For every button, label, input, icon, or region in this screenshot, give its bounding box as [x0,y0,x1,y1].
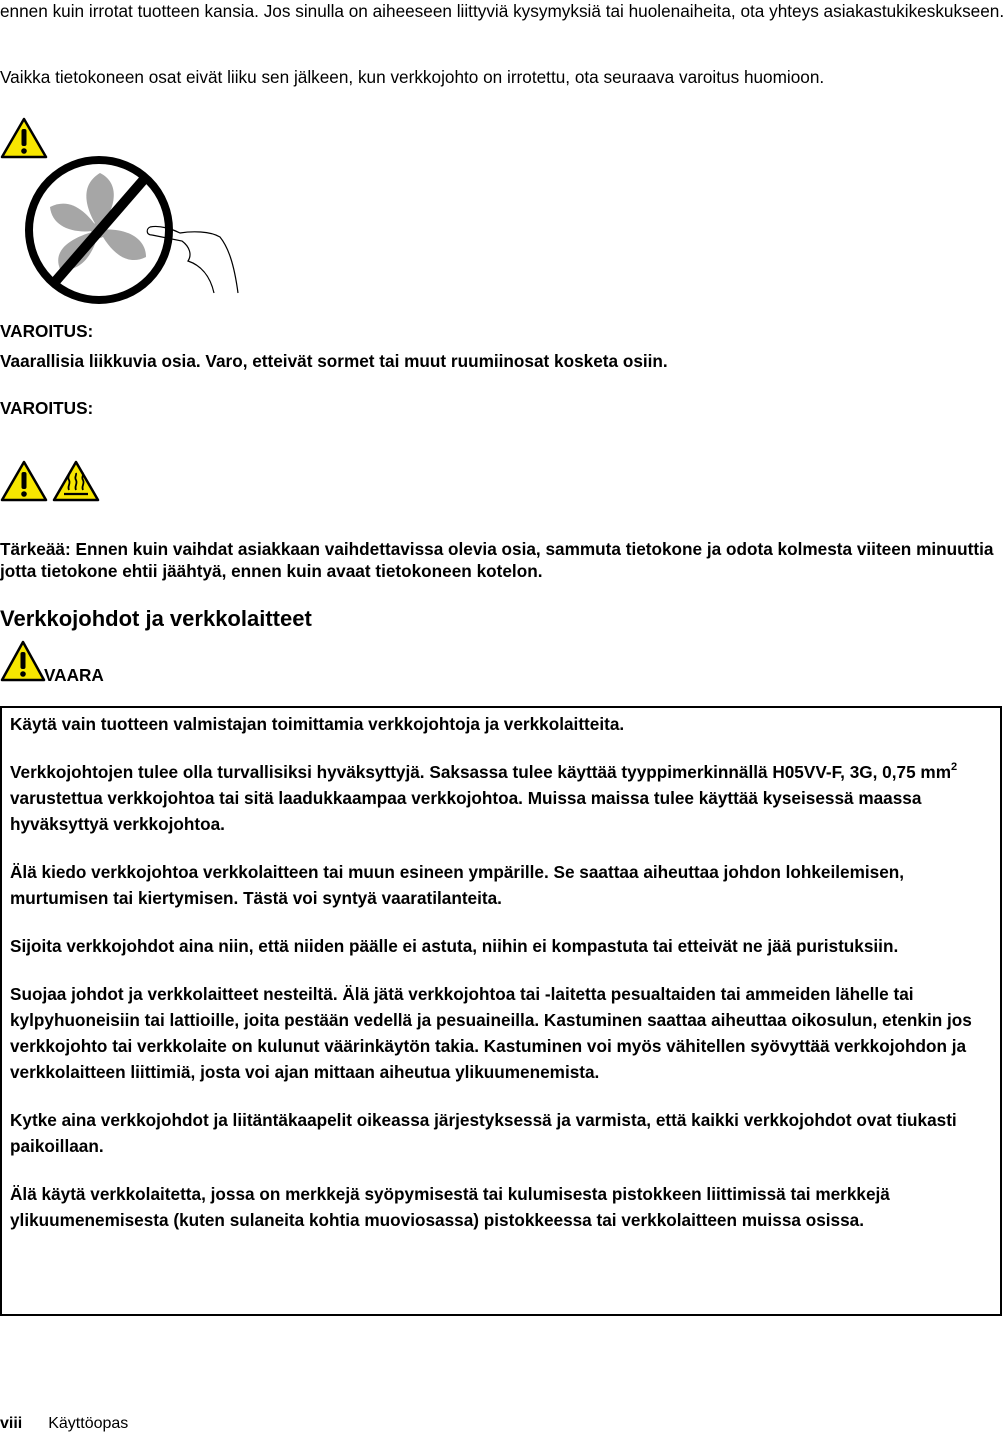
important-notice: Tärkeää: Ennen kuin vaihdat asiakkaan vaihdettavissa olevia osia, sammuta tietokone ja odota kolmesta viiteen minuuttia jotta tietokone ehtii jäähtyä, ennen kuin avaat tietokoneen kotelon. [0,539,994,581]
danger-paragraph-5: Suojaa johdot ja verkkolaitteet nesteiltä. Älä jätä verkkojohtoa tai -laitetta pesualtaiden tai ammeiden lähelle tai kylpyhuoneisiin tai lattioille, joita pestään vedellä ja pesuaineilla. Kastuminen saattaa aiheuttaa oikosulun, etenkin jos verkkojohto tai verkkolaite on kulunut väärinkäytön takia. Kastuminen voi myös vähitellen syövyttää verkkojohdon ja verkkolaitteen liittimiä, josta voi ajan mittaan aiheutua ylikuumenemista. [10,984,972,1082]
danger-paragraph-2-end: varustettua verkkojohtoa tai sitä laadukkaampaa verkkojohtoa. Muissa maissa tulee käyttää kyseisessä maassa hyväksyttyä verkkojohtoa. [10,788,922,834]
danger-paragraph-1: Käytä vain tuotteen valmistajan toimittamia verkkojohtoja ja verkkolaitteita. [10,714,625,734]
danger-triangle-icon [0,640,46,684]
superscript-2: 2 [950,761,958,774]
caution-text-moving-parts: Vaarallisia liikkuvia osia. Varo, etteivät sormet tai muut ruumiinosat kosketa osiin. [0,351,668,371]
danger-paragraph-3: Älä kiedo verkkojohtoa verkkolaitteen tai muun esineen ympärille. Se saattaa aiheuttaa johdon lohkeilemisen, murtumisen tai kiertymisen. Tästä voi syntyä vaaratilanteita. [10,862,905,908]
section-title: Verkkojohdot ja verkkolaitteet [0,606,312,631]
page-number: viii [0,1415,23,1432]
caution-label-2: VAROITUS: [0,398,94,418]
caution-label-1: VAROITUS: [0,321,94,341]
danger-label: VAARA [44,665,104,685]
danger-paragraph-6: Kytke aina verkkojohdot ja liitäntäkaapelit oikeassa järjestyksessä ja varmista, että kaikki verkkojohdot ovat tiukasti paikoillaan. [10,1110,957,1156]
intro-paragraph-2: Vaikka tietokoneen osat eivät liiku sen jälkeen, kun verkkojohto on irrotettu, ota seuraava varoitus huomioon. [0,67,825,87]
danger-notice-box [0,706,1002,1316]
hot-surface-icon [52,460,100,502]
danger-paragraph-7: Älä käytä verkkolaitetta, jossa on merkkejä syöpymisestä tai kulumisesta pistokkeen liittimissä tai merkkejä ylikuumenemisesta (kuten sulaneita kohtia muoviosassa) pistokkeessa tai verkkolaitteen muissa osissa. [10,1184,890,1230]
moving-parts-fan-hand-icon [22,155,244,305]
danger-paragraph-2 [10,759,992,837]
page-footer [0,1414,128,1434]
warning-triangle-icon [0,117,48,159]
intro-paragraph-1: ennen kuin irrotat tuotteen kansia. Jos sinulla on aiheeseen liittyviä kysymyksiä tai huolenaiheita, ota yhteys asiakastukikeskukseen. [0,1,1005,21]
document-title: Käyttöopas [48,1415,129,1432]
danger-paragraph-2-start: Verkkojohtojen tulee olla turvallisiksi hyväksyttyjä. Saksassa tulee käyttää tyyppimerkinnällä H05VV-F, 3G, 0,75 mm [10,762,951,782]
warning-triangle-icon [0,460,48,502]
danger-paragraph-4: Sijoita verkkojohdot aina niin, että niiden päälle ei astuta, niihin ei kompastuta tai etteivät ne jää puristuksiin. [10,936,899,956]
